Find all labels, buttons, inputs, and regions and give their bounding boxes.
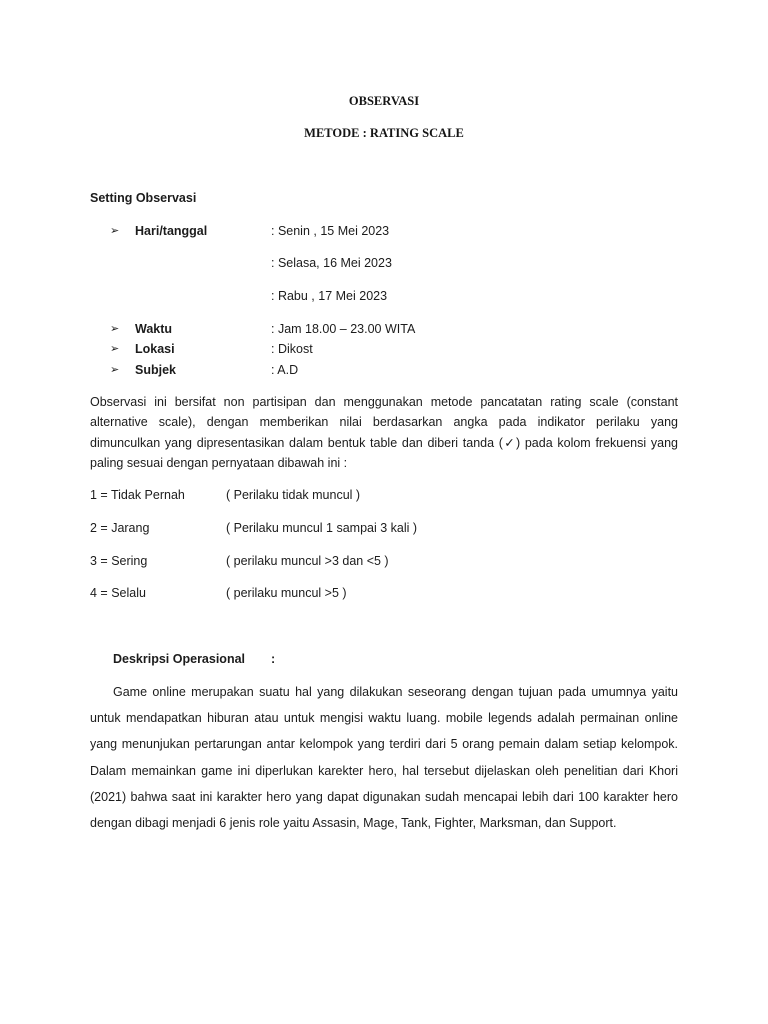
document-title: OBSERVASI bbox=[348, 94, 420, 108]
arrow-bullet-icon: ➢ bbox=[110, 342, 120, 355]
scale-key-4: 4 = Selalu bbox=[90, 586, 146, 600]
scale-key-3: 3 = Sering bbox=[90, 554, 148, 568]
operational-colon: : bbox=[271, 652, 276, 666]
setting-item-lokasi bbox=[0, 341, 768, 357]
scale-desc-3: ( perilaku muncul >3 dan <5 ) bbox=[226, 554, 389, 568]
paragraph-line: dengan dibagi menjadi 6 jenis role yaitu Assasin, Mage, Tank, Fighter, Marksman, dan Support. bbox=[90, 815, 617, 830]
paragraph-line: dimunculkan yang dipresentasikan dalam bentuk table dan diberi tanda (✓) pada kolom frekuensi yang bbox=[90, 435, 678, 450]
setting-item-hari-tanggal-3 bbox=[0, 288, 768, 304]
arrow-bullet-icon: ➢ bbox=[110, 363, 120, 376]
setting-label-lokasi: Lokasi bbox=[135, 342, 175, 356]
scale-key-1: 1 = Tidak Pernah bbox=[90, 488, 185, 502]
setting-value-subjek: : A.D bbox=[271, 363, 299, 377]
setting-value-date-3: : Rabu , 17 Mei 2023 bbox=[271, 289, 388, 303]
setting-value-date-2: : Selasa, 16 Mei 2023 bbox=[271, 256, 392, 270]
paragraph-line: Observasi ini bersifat non partisipan dan menggunakan metode pancatatan rating scale (constant bbox=[90, 395, 678, 409]
paragraph-line: (2021) bahwa saat ini karakter hero yang dapat digunakan sudah mencapai lebih dari 100 karakter hero bbox=[90, 789, 678, 804]
paragraph-line: paling sesuai dengan pernyataan dibawah ini : bbox=[90, 456, 348, 471]
paragraph-line: yang menunjukan pertarungan antar kelompok yang terdiri dari 5 orang pemain dalam setiap kelompok. bbox=[90, 737, 678, 752]
operational-heading: Deskripsi Operasional bbox=[113, 652, 246, 666]
setting-label-waktu: Waktu bbox=[135, 322, 173, 336]
setting-item-subjek bbox=[0, 362, 768, 378]
arrow-bullet-icon: ➢ bbox=[110, 224, 120, 237]
setting-label-hari-tanggal: Hari/tanggal bbox=[135, 224, 208, 238]
paragraph-line: Game online merupakan suatu hal yang dilakukan seseorang dengan tujuan pada umumnya yaitu bbox=[113, 685, 678, 699]
setting-item-hari-tanggal-2 bbox=[0, 255, 768, 271]
document-subtitle: METODE : RATING SCALE bbox=[304, 126, 464, 140]
paragraph-line: Dalam memainkan game ini diperlukan karekter hero, hal tersebut dijelaskan oleh penelitian dari Khori bbox=[90, 763, 678, 778]
paragraph-line: alternative scale), dengan memberikan nilai berdasarkan angka pada indikator perilaku yang bbox=[90, 415, 678, 430]
scale-desc-4: ( perilaku muncul >5 ) bbox=[226, 586, 347, 600]
setting-item-hari-tanggal bbox=[0, 223, 768, 239]
scale-desc-1: ( Perilaku tidak muncul ) bbox=[226, 488, 361, 502]
setting-item-waktu bbox=[0, 321, 768, 337]
intro-paragraph bbox=[90, 392, 678, 474]
setting-value-waktu: : Jam 18.00 – 23.00 WITA bbox=[271, 322, 416, 336]
arrow-bullet-icon: ➢ bbox=[110, 322, 120, 335]
setting-heading: Setting Observasi bbox=[90, 191, 197, 205]
scale-desc-2: ( Perilaku muncul 1 sampai 3 kali ) bbox=[226, 521, 418, 535]
setting-label-subjek: Subjek bbox=[135, 363, 176, 377]
setting-value-lokasi: : Dikost bbox=[271, 342, 313, 356]
scale-key-2: 2 = Jarang bbox=[90, 521, 150, 535]
paragraph-line: untuk mendapatkan hiburan atau untuk mengisi waktu luang. mobile legends adalah permainan online bbox=[90, 711, 678, 726]
setting-value-date-1: : Senin , 15 Mei 2023 bbox=[271, 224, 390, 238]
operational-paragraph bbox=[90, 679, 678, 836]
